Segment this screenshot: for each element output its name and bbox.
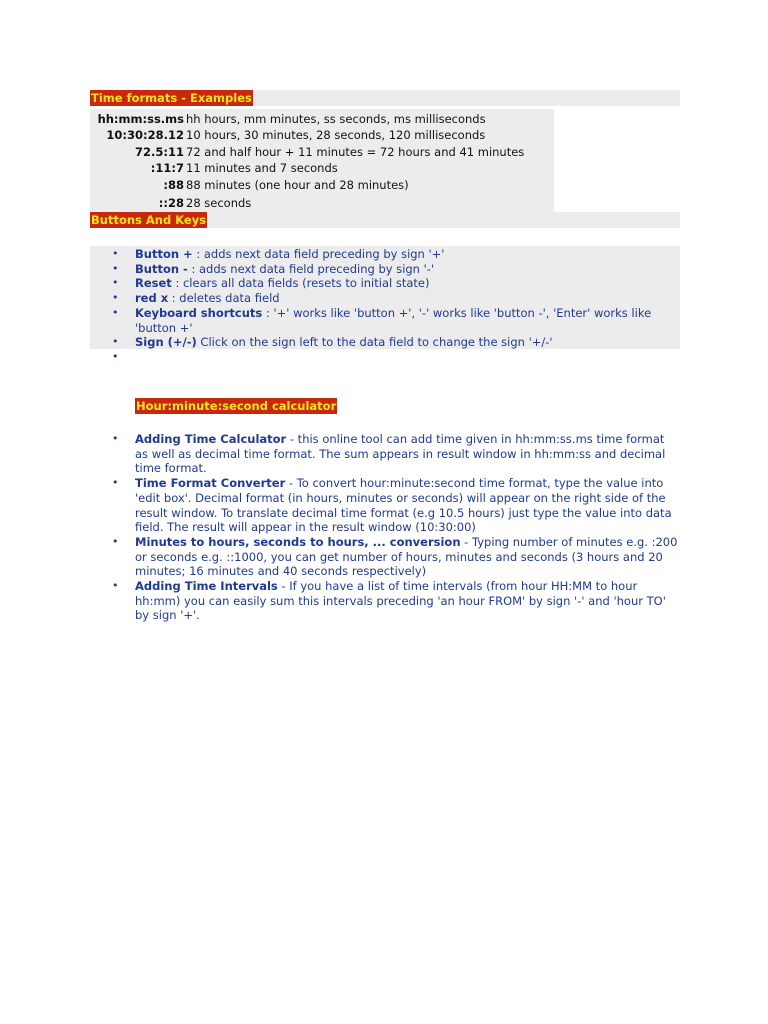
list-item (112, 305, 670, 335)
calculator-heading: Hour:minute:second calculator (136, 399, 337, 413)
item-term: Adding Time Intervals (135, 579, 278, 594)
format-example: :11:7 (150, 161, 184, 175)
item-text: : adds next data field preceding by sign '-' (187, 261, 435, 276)
format-description: 10 hours, 30 minutes, 28 seconds, 120 milliseconds (186, 128, 486, 142)
list-item (112, 534, 680, 579)
format-description: 72 and half hour + 11 minutes = 72 hours and 41 minutes (186, 145, 525, 159)
table-row (90, 160, 554, 177)
format-description: 28 seconds (186, 196, 252, 210)
item-term: Sign (+/-) (135, 335, 197, 350)
bullet-icon: • (112, 247, 119, 260)
item-term: Button + (135, 247, 193, 261)
item-text: : adds next data field preceding by sign '+' (192, 247, 445, 261)
item-text: - To convert hour:minute:second time format, type the value into 'edit box'. Decimal format (in hours, minutes or seconds) will appear on the right side of the result window. To translate decimal time format (e.g 10.5 hours) just type the value into data field. The result will appear in the result window (10:30:00) (135, 476, 672, 535)
item-term: Keyboard shortcuts (135, 305, 263, 320)
format-example: hh:mm:ss.ms (97, 112, 184, 126)
bullet-icon: • (112, 276, 119, 290)
list-item (112, 349, 670, 365)
item-text: Click on the sign left to the data field to change the sign '+/-' (196, 335, 553, 350)
list-item (112, 335, 670, 350)
list-item (112, 247, 670, 262)
table-row (90, 144, 554, 161)
item-text: - Typing number of minutes e.g. :200 or seconds e.g. ::1000, you can get number of hours, minutes and seconds (3 hours and 20 minutes; 16 minutes and 40 seconds respectively) (135, 534, 678, 579)
item-text: - If you have a list of time intervals (from hour HH:MM to hour hh:mm) you can easily sum this intervals preceding 'an hour FROM' by sign '-' and 'hour TO' by sign '+'. (135, 579, 666, 623)
item-term: Minutes to hours, seconds to hours, ... conversion (135, 534, 461, 549)
format-example: 10:30:28.12 (106, 128, 184, 142)
table-row (90, 127, 554, 144)
item-text: : clears all data fields (resets to initial state) (171, 276, 430, 291)
format-example: 72.5:11 (135, 145, 184, 159)
list-item (112, 432, 680, 476)
list-item (112, 579, 680, 623)
item-text: : '+' works like 'button +', '-' works like 'button -', 'Enter' works like 'button +' (135, 305, 652, 335)
table-row (90, 111, 554, 128)
item-text: : deletes data field (168, 291, 280, 306)
item-term: Adding Time Calculator (135, 432, 287, 446)
format-example: ::28 (158, 196, 184, 210)
bullet-icon: • (112, 579, 119, 593)
item-text: - this online tool can add time given in hh:mm:ss.ms time format as well as decimal time format. The sum appears in result window in hh:mm:ss and decimal time format. (135, 432, 666, 476)
bullet-icon: • (112, 476, 119, 490)
format-description: 11 minutes and 7 seconds (186, 161, 338, 175)
calculator-list (112, 432, 680, 623)
item-term: red x (135, 291, 169, 306)
bullet-icon: • (112, 291, 119, 305)
bullet-icon: • (112, 534, 119, 548)
bullet-icon: • (112, 261, 119, 275)
bullet-icon: • (112, 305, 119, 319)
bullet-icon: • (112, 335, 119, 349)
buttons-keys-heading: Buttons And Keys (91, 213, 207, 227)
format-description: hh hours, mm minutes, ss seconds, ms milliseconds (186, 112, 486, 126)
list-item (112, 476, 680, 535)
format-example: :88 (163, 178, 184, 192)
item-term: Button - (135, 261, 188, 276)
list-item (112, 276, 670, 291)
bullet-icon: • (112, 349, 119, 363)
item-term: Time Format Converter (135, 476, 286, 491)
bullet-icon: • (112, 432, 119, 445)
table-row (90, 195, 554, 212)
buttons-keys-list (112, 247, 670, 365)
time-formats-table (90, 109, 554, 212)
list-item (112, 261, 670, 277)
list-item (112, 291, 670, 306)
item-term: Reset (135, 276, 172, 291)
time-formats-heading: Time formats - Examples (91, 91, 252, 105)
format-description: 88 minutes (one hour and 28 minutes) (186, 178, 409, 192)
table-row (90, 177, 554, 194)
